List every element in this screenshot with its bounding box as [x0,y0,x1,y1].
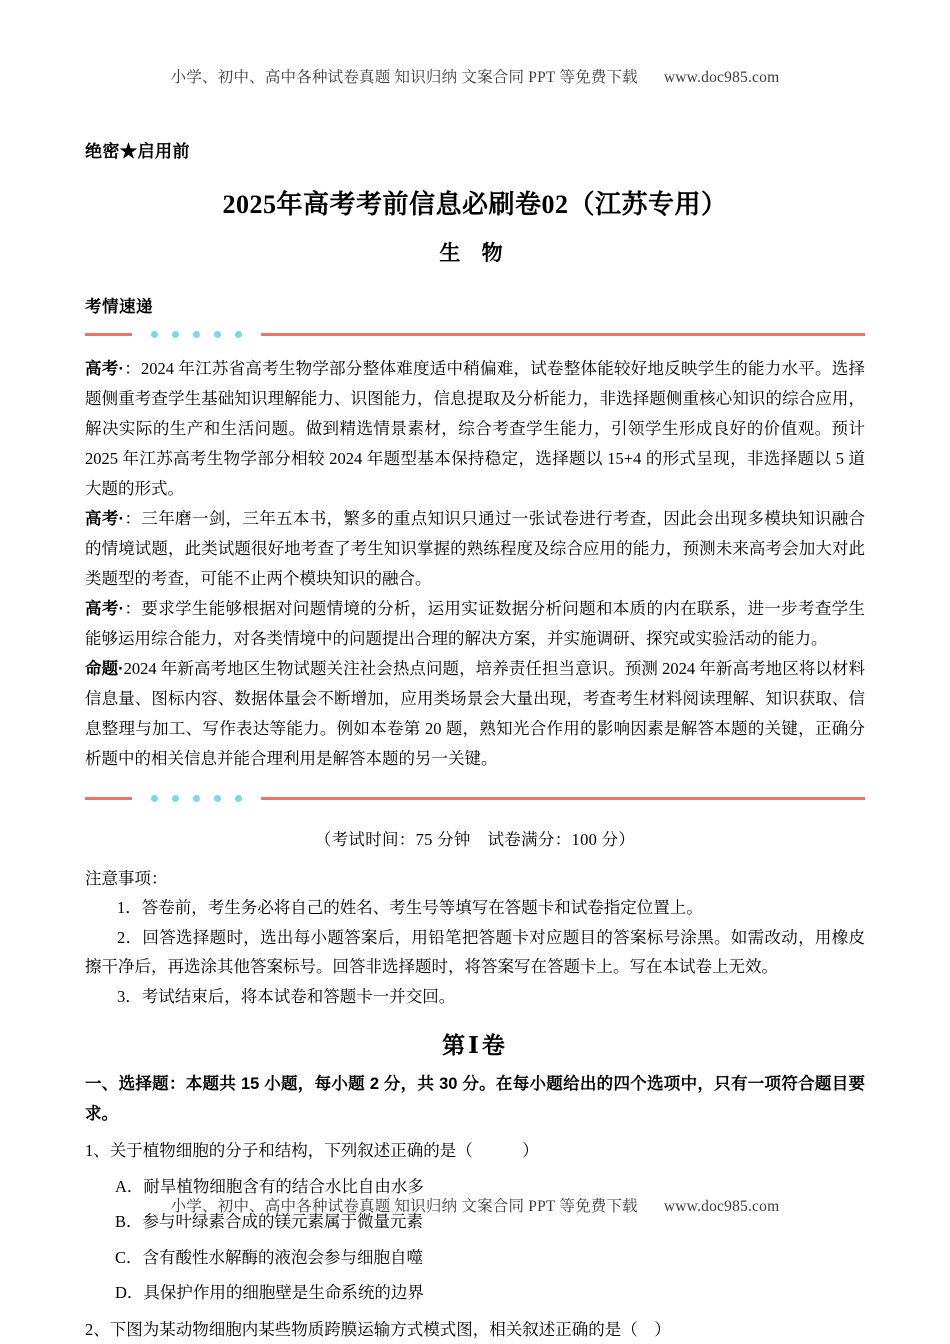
header-watermark [85,0,865,87]
footer-watermark-url: www.doc985.com [663,1198,780,1215]
footer-watermark [0,1194,950,1216]
secret-label: 绝密★启用前 [85,142,190,161]
question-item [85,1315,865,1344]
question-option: D．具保护作用的细胞壁是生命系统的边界 [115,1283,424,1302]
divider-dot [214,795,221,802]
question-option: A．耐旱植物细胞含有的结合水比自由水多 [115,1176,424,1196]
divider-segment-long [261,333,865,336]
divider-dots [144,795,249,802]
analysis-text: 2024 年江苏省高考生物学部分整体难度适中稍偏难，试卷整体能较好地反映学生的能力水平。选择题侧重考查学生基础知识理解能力、识图能力，信息提取及分析能力，非选择题侧重核心知识的综合应用，解决实际的生产和生活问题。做到精选情景素材，综合考查学生能力，引领学生形成良好的价值观。预计 2025 年江苏高考生物学部分相较 2024 年题型基本保持稳定，选择题以 15+4 的形式呈现，非选择题以 5 道大题的形式。 [85,359,866,498]
analysis-paragraph [85,654,865,774]
notice-item: 3．考试结束后，将本试卷和答题卡一并交回。 [117,986,456,1006]
notice-item: 1．答卷前，考生务必将自己的姓名、考生号等填写在答题卡和试卷指定位置上。 [117,898,703,917]
decorative-divider-top [85,328,865,340]
header-watermark-url: www.doc985.com [663,69,780,86]
divider-dot [151,795,158,802]
exam-meta: （考试时间：75 分钟 试卷满分：100 分） [314,830,636,849]
divider-segment-short [85,333,132,336]
analysis-colon: ： [124,359,142,378]
analysis-label: 高考· [85,510,125,528]
page-title: 2025年高考考前信息必刷卷02（江苏专用） [222,190,728,219]
analysis-label: 高考· [85,600,125,618]
divider-dot [193,795,200,802]
analysis-paragraph [85,504,865,594]
notice-item: 2．回答选择题时，选出每小题答案后，用铅笔把答题卡对应题目的答案标号涂黑。如需改动，用橡皮擦干净后，再选涂其他答案标号。回答非选择题时，将答案写在答题卡上。写在本试卷上无效。 [85,927,865,976]
question-section-intro: 一、选择题：本题共 15 小题，每小题 2 分，共 30 分。在每小题给出的四个选项中，只有一项符合题目要求。 [85,1075,865,1123]
analysis-text: 要求学生能够根据对问题情境的分析，运用实证数据分析问题和本质的内在联系，进一步考查学生能够运用综合能力，对各类情境中的问题提出合理的解决方案，并实施调研、探究或实验活动的能力。 [85,599,866,648]
question-item [85,1136,865,1308]
analysis-colon: ： [124,509,142,528]
analysis-paragraph [85,354,865,504]
divider-dot [214,331,221,338]
divider-dot [151,331,158,338]
question-list [85,1136,865,1344]
section-heading-exam-trends: 考情速递 [85,298,153,316]
analysis-label: 命题· [85,660,124,678]
notices-block [85,864,865,1011]
divider-segment-long [261,797,865,800]
exam-trend-analysis [85,354,865,774]
question-stem: 2、下图为某动物细胞内某些物质跨膜运输方式模式图，相关叙述正确的是（ ） [85,1319,671,1339]
question-option: B．参与叶绿素合成的镁元素属于微量元素 [115,1212,424,1231]
divider-dot [193,331,200,338]
analysis-text: 2024 年新高考地区生物试题关注社会热点问题，培养责任担当意识。预测 2024 年新高考地区将以材料信息量、图标内容、数据体量会不断增加，应用类场景会大量出现，考查考生材料阅读理解、知识获取、信息整理与加工、写作表达等能力。例如本卷第 20 题，熟知光合作用的影响因素是解答本题的关键，正确分析题中的相关信息并能合理利用是解答本题的另一关键。 [85,659,865,768]
analysis-label: 高考· [85,360,125,378]
decorative-divider-bottom [85,792,865,804]
analysis-colon: ： [124,599,142,618]
analysis-paragraph [85,594,865,654]
divider-dots [144,331,249,338]
divider-dot [235,331,242,338]
divider-dot [172,795,179,802]
page-subtitle: 生 物 [439,241,511,265]
divider-dot [172,331,179,338]
notices-title: 注意事项： [85,869,168,888]
divider-dot [235,795,242,802]
footer-watermark-text: 小学、初中、高中各种试卷真题 知识归纳 文案合同 PPT 等免费下载 [170,1198,638,1215]
analysis-text: 三年磨一剑，三年五本书，繁多的重点知识只通过一张试卷进行考查，因此会出现多模块知识融合的情境试题，此类试题很好地考查了考生知识掌握的熟练程度及综合应用的能力，预测未来高考会加大对此类题型的考查，可能不止两个模块知识的融合。 [85,509,866,588]
question-stem: 1、关于植物细胞的分子和结构，下列叙述正确的是（ ） [85,1141,539,1160]
divider-segment-short [85,797,132,800]
part-heading: 第Ⅰ卷 [442,1033,508,1058]
question-option: C．含有酸性水解酶的液泡会参与细胞自噬 [115,1247,424,1267]
header-watermark-text: 小学、初中、高中各种试卷真题 知识归纳 文案合同 PPT 等免费下载 [170,69,638,86]
